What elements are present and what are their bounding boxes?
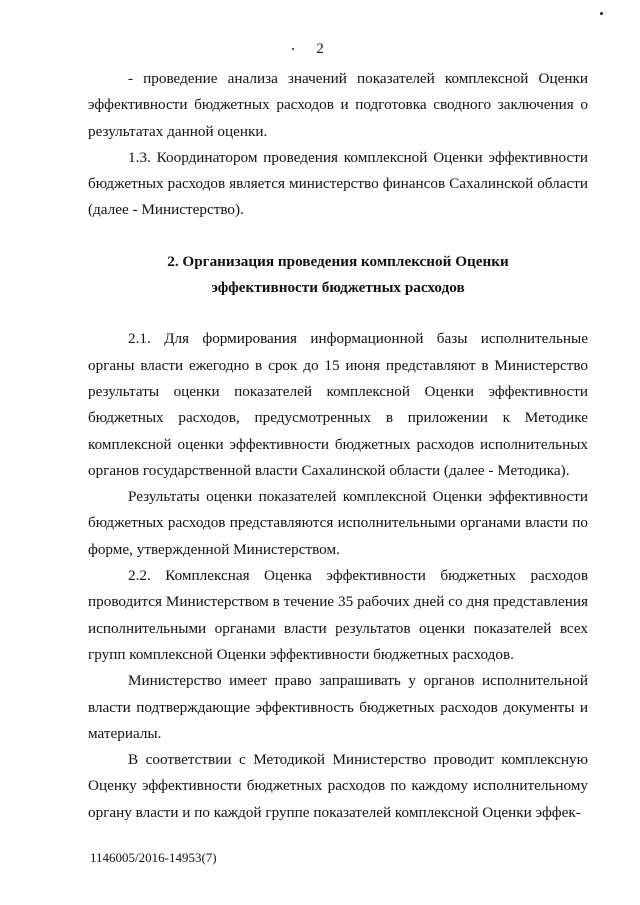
paragraph-analysis: - проведение анализа значений показателей комплексной Оценки эффективности бюджетных расходов и подготовка сводного заключения о результатах данной оценки. — [88, 70, 588, 140]
document-body — [88, 66, 588, 826]
section-heading-line-1: 2. Организация проведения комплексной Оценки — [167, 252, 509, 270]
paragraph-methodology: В соответствии с Методикой Министерство проводит комплексную Оценку эффективности бюджетных расходов по каждому исполнительному органу власти и по каждой группе показателей комплексной Оценки эффек- — [88, 751, 588, 821]
paragraph-2-2: 2.2. Комплексная Оценка эффективности бюджетных расходов проводится Министерством в течение 35 рабочих дней со дня представления исполнительными органами власти результатов оценки показателей всех групп комплексной Оценки эффективности бюджетных расходов. — [88, 567, 588, 663]
section-heading — [88, 249, 588, 302]
section-heading-line-2: эффективности бюджетных расходов — [211, 279, 465, 297]
paragraph-results: Результаты оценки показателей комплексной Оценки эффективности бюджетных расходов представляются исполнительными органами власти по форме, утвержденной Министерством. — [88, 488, 588, 558]
paragraph-2-1: 2.1. Для формирования информационной базы исполнительные органы власти ежегодно в срок до 15 июня представляют в Министерство результаты оценки показателей комплексной Оценки эффективности бюджетных расходов, предусмотренных в приложении к Методике комплексной оценки эффективности бюджетных расходов исполнительных органов государственной власти Сахалинской области (далее - Методика). — [88, 330, 588, 479]
scan-speck — [600, 12, 603, 15]
paragraph-1-3: 1.3. Координатором проведения комплексной Оценки эффективности бюджетных расходов является министерство финансов Сахалинской области (далее - Министерство). — [88, 148, 588, 219]
paragraph-ministry-right: Министерство имеет право запрашивать у органов исполнительной власти подтверждающие эффективность бюджетных расходов документы и материалы. — [88, 672, 588, 742]
page-number: 2 — [316, 41, 324, 57]
document-code: 1146005/2016-14953(7) — [90, 850, 217, 865]
